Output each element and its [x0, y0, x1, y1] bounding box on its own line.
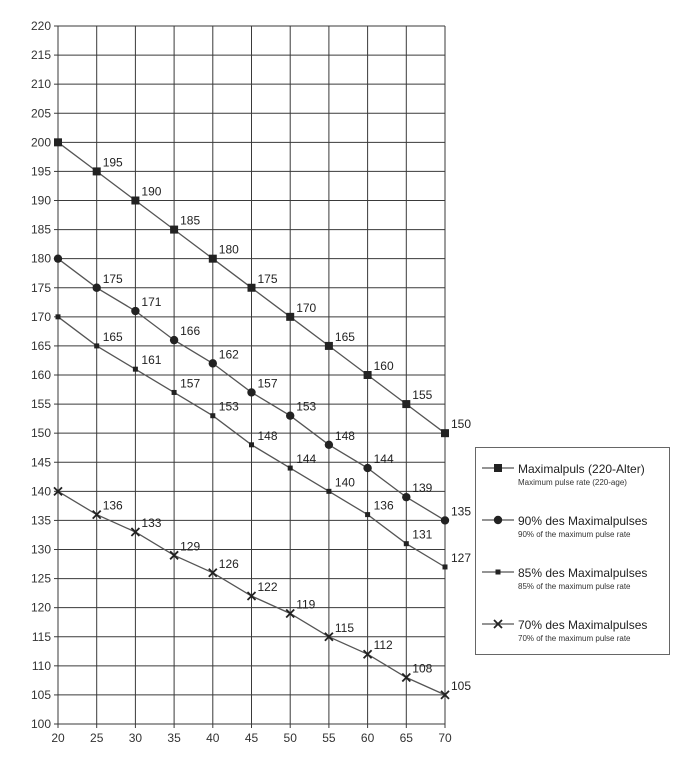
data-point-small-square [133, 367, 138, 372]
data-point-circle [170, 336, 178, 344]
legend-item-85-percent [476, 562, 669, 602]
y-tick-label: 125 [30, 571, 51, 586]
y-tick-label: 150 [30, 426, 51, 441]
data-point-small-square [56, 314, 61, 319]
data-label: 127 [451, 550, 472, 565]
legend-subtitle: 70% of the maximum pulse rate [518, 634, 631, 643]
data-point-small-square [210, 413, 215, 418]
data-point-circle [131, 307, 139, 315]
x-tick-label: 30 [128, 731, 143, 745]
cross-marker-icon [480, 614, 516, 634]
legend-title: 90% des Maximalpulses [518, 514, 648, 528]
x-tick-label: 50 [283, 731, 297, 745]
data-label: 105 [451, 678, 472, 693]
data-label: 129 [180, 539, 201, 554]
data-point-small-square [249, 442, 254, 447]
data-point-circle [402, 493, 410, 501]
legend-item-90-percent [476, 510, 669, 550]
legend-title: 85% des Maximalpulses [518, 566, 648, 580]
data-point-circle [93, 284, 101, 292]
data-label: 140 [334, 475, 355, 490]
data-point-circle [325, 441, 333, 449]
data-point-square [364, 371, 372, 379]
legend-item-70-percent [476, 614, 669, 654]
data-point-square [248, 284, 256, 292]
series-group [54, 138, 472, 699]
data-label: 115 [334, 620, 355, 635]
data-label: 155 [412, 388, 433, 403]
x-tick-label: 55 [322, 731, 336, 745]
y-tick-label: 140 [30, 484, 51, 499]
y-tick-label: 105 [30, 687, 51, 702]
legend-subtitle: 85% of the maximum pulse rate [518, 582, 631, 591]
data-label: 148 [257, 428, 278, 443]
data-label: 133 [141, 516, 162, 531]
y-tick-label: 155 [30, 397, 51, 412]
data-label: 148 [334, 428, 355, 443]
data-label: 136 [373, 498, 394, 513]
data-point-circle [54, 254, 62, 262]
small-square-marker-icon [480, 562, 516, 582]
y-tick-label: 100 [30, 717, 51, 731]
data-label: 195 [102, 155, 123, 170]
data-label: 175 [257, 271, 278, 286]
grid [54, 26, 445, 728]
y-tick-label: 170 [30, 309, 51, 324]
y-tick-label: 135 [30, 513, 51, 528]
y-tick-label: 195 [30, 164, 51, 179]
data-label: 190 [141, 184, 162, 199]
y-tick-label: 160 [30, 368, 51, 382]
data-point-small-square [172, 390, 177, 395]
data-point-small-square [288, 466, 293, 471]
x-tick-label: 35 [167, 731, 181, 745]
data-label: 157 [180, 376, 201, 391]
x-tick-label: 45 [244, 731, 259, 745]
x-axis-ticks [51, 731, 452, 745]
y-tick-label: 190 [30, 193, 51, 208]
data-point-square [131, 197, 139, 205]
data-label: 144 [373, 452, 394, 467]
data-label: 136 [102, 498, 123, 513]
y-axis-ticks [31, 19, 51, 731]
data-label: 153 [218, 399, 239, 414]
data-point-square [93, 167, 101, 175]
series-3 [56, 314, 472, 569]
data-point-circle [247, 388, 255, 396]
y-tick-label: 110 [31, 658, 51, 673]
y-tick-label: 145 [30, 455, 51, 470]
data-label: 122 [257, 580, 278, 595]
data-point-small-square [404, 541, 409, 546]
legend-subtitle: Maximum pulse rate (220-age) [518, 478, 627, 487]
data-point-circle [209, 359, 217, 367]
data-label: 165 [102, 329, 123, 344]
data-point-square [441, 429, 449, 437]
data-point-circle [441, 516, 449, 524]
data-point-small-square [94, 343, 99, 348]
data-label: 126 [218, 556, 239, 571]
data-label: 165 [334, 329, 355, 344]
data-point-small-square [443, 564, 448, 569]
circle-marker-icon [480, 510, 516, 530]
data-label: 160 [373, 359, 394, 373]
y-tick-label: 185 [30, 222, 51, 237]
legend-title: 70% des Maximalpulses [518, 618, 648, 632]
x-tick-label: 65 [399, 731, 413, 745]
x-tick-label: 25 [90, 731, 104, 745]
data-point-square [170, 226, 178, 234]
y-tick-label: 165 [30, 338, 51, 353]
data-label: 108 [412, 661, 433, 676]
series-2 [54, 254, 472, 524]
data-point-square [402, 400, 410, 408]
legend-title: Maximalpuls (220-Alter) [518, 462, 645, 476]
square-marker-icon [480, 458, 516, 478]
data-label: 166 [180, 324, 201, 339]
y-tick-label: 210 [30, 77, 51, 92]
legend-subtitle: 90% of the maximum pulse rate [518, 530, 631, 539]
y-tick-label: 120 [30, 600, 51, 615]
data-label: 150 [451, 417, 472, 432]
data-label: 161 [141, 353, 162, 368]
data-point-small-square [365, 512, 370, 517]
data-point-square [54, 138, 62, 146]
data-label: 162 [218, 347, 239, 362]
x-tick-label: 40 [206, 731, 220, 745]
y-tick-label: 215 [30, 48, 51, 63]
data-label: 131 [412, 527, 433, 542]
data-label: 175 [102, 271, 123, 286]
data-label: 180 [218, 242, 239, 257]
x-tick-label: 60 [360, 731, 375, 745]
y-tick-label: 205 [30, 106, 51, 121]
x-tick-label: 20 [51, 731, 65, 745]
data-point-square [325, 342, 333, 350]
data-label: 135 [451, 504, 472, 519]
data-label: 170 [296, 300, 317, 315]
legend-item-max-pulse [476, 458, 669, 498]
data-label: 171 [141, 295, 162, 310]
data-label: 144 [296, 452, 317, 467]
data-label: 139 [412, 481, 433, 496]
y-tick-label: 200 [30, 135, 51, 150]
data-label: 185 [180, 213, 201, 228]
data-point-square [286, 313, 294, 321]
data-point-small-square [326, 489, 331, 494]
data-label: 157 [257, 376, 278, 391]
y-tick-label: 175 [30, 280, 51, 295]
y-tick-label: 220 [30, 19, 51, 33]
x-tick-label: 70 [438, 731, 452, 745]
data-point-circle [286, 412, 294, 420]
data-label: 153 [296, 399, 317, 414]
legend [475, 447, 670, 655]
series-4 [54, 487, 471, 699]
y-tick-label: 115 [31, 629, 51, 644]
data-point-circle [363, 464, 371, 472]
data-point-square [209, 255, 217, 263]
data-label: 119 [296, 597, 316, 612]
y-tick-label: 130 [30, 542, 51, 557]
data-label: 112 [373, 638, 393, 653]
y-tick-label: 180 [30, 251, 51, 266]
